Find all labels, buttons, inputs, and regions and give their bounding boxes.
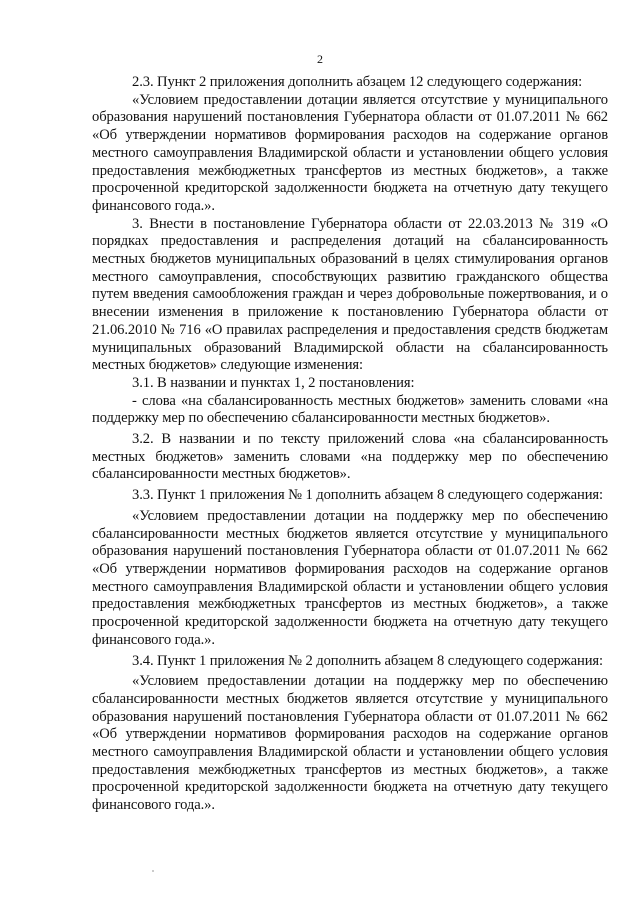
paragraph-3-4: 3.4. Пункт 1 приложения № 2 дополнить абзацем 8 следующего содержания:	[132, 652, 603, 669]
paragraph-3-4-quote: «Условием предоставлении дотации на поддержку мер по обеспечению сбалансированности местных бюджетов является отсутствие у муниципального образования нарушений постановления Губернатора области от 01.07.2011 № 662 «Об утверждении нормативов формирования расходов на содержание органов местного самоуправления Владимирской области и установлении общего условия предоставления межбюджетных трансфертов из местных бюджетов», а также просроченной кредиторской задолженности бюджета на отчетную дату текущего финансового года.».	[92, 673, 608, 814]
paragraph-3-1: 3.1. В названии и пунктах 1, 2 постановления:	[132, 374, 415, 391]
paragraph-2-3: 2.3. Пункт 2 приложения дополнить абзацем 12 следующего содержания:	[132, 74, 583, 90]
paragraph-3-1-words: - слова «на сбалансированность местных бюджетов» заменить словами «на поддержку мер по обеспечению сбалансированности местных бюджетов».	[92, 392, 608, 427]
document-body	[92, 74, 608, 815]
paragraph-3-3: 3.3. Пункт 1 приложения № 1 дополнить абзацем 8 следующего содержания:	[132, 487, 603, 504]
scan-speck	[152, 870, 154, 872]
paragraph-3-2: 3.2. В названии и по тексту приложений слова «на сбалансированность местных бюджетов» заменить словами «на поддержку мер по обеспечению сбалансированности местных бюджетов».	[92, 431, 608, 483]
paragraph-3: 3. Внести в постановление Губернатора области от 22.03.2013 № 319 «О порядках предоставления и распределения дотаций на сбалансированность местных бюджетов муниципальных образований в целях стимулирования органов местного самоуправления, способствующих развитию гражданского общества путем введения самообложения граждан и через добровольные пожертвования, и о внесении изменения в приложение к постановлению Губернатора области от 21.06.2010 № 716 «О правилах распределения и предоставления средств бюджетам муниципальных образований Владимирской области на сбалансированность местных бюджетов» следующие изменения:	[92, 215, 608, 374]
paragraph-3-3-quote: «Условием предоставлении дотации на поддержку мер по обеспечению сбалансированности местных бюджетов является отсутствие у муниципального образования нарушений постановления Губернатора области от 01.07.2011 № 662 «Об утверждении нормативов формирования расходов на содержание органов местного самоуправления Владимирской области и установлении общего условия предоставления межбюджетных трансфертов из местных бюджетов», а также просроченной кредиторской задолженности бюджета на отчетную дату текущего финансового года.».	[92, 507, 608, 648]
page-number: 2	[317, 52, 323, 66]
paragraph-2-3-quote: «Условием предоставлении дотации является отсутствие у муниципального образования нарушений постановления Губернатора области от 01.07.2011 № 662 «Об утверждении нормативов формирования расходов на содержание органов местного самоуправления Владимирской области и установлении общего условия предоставления межбюджетных трансфертов из местных бюджетов», а также просроченной кредиторской задолженности бюджета на отчетную дату текущего финансового года.».	[92, 91, 608, 214]
